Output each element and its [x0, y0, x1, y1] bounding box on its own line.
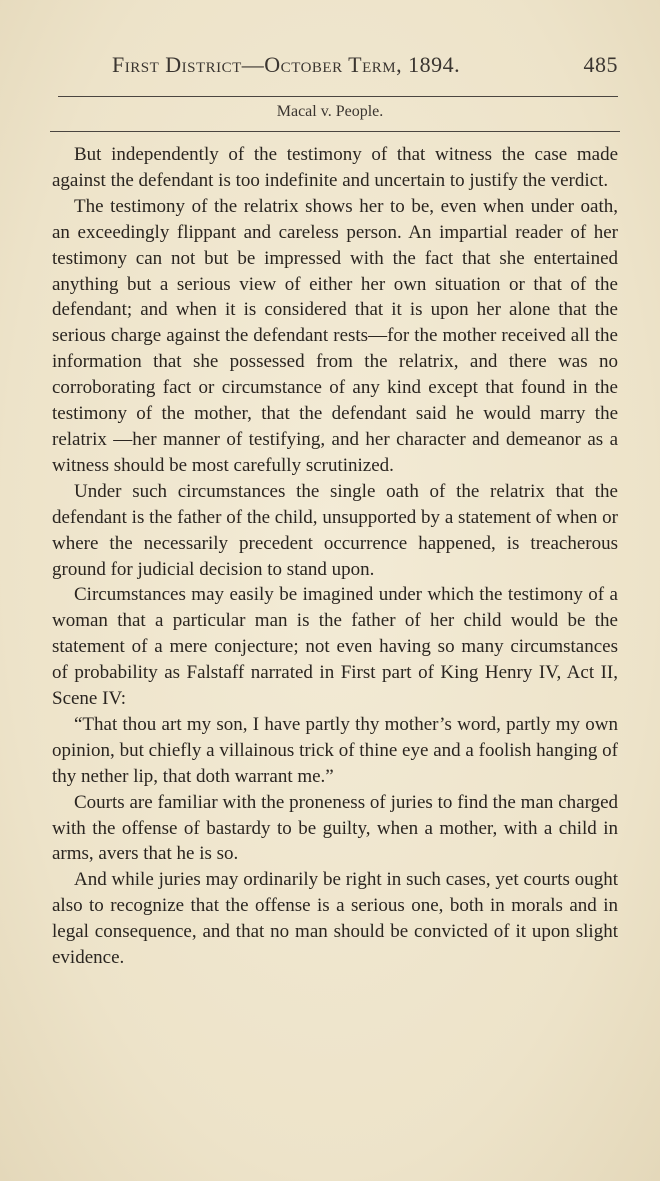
paragraph: Courts are familiar with the proneness of juries to find the man charged with the offense of bastardy to be guilty, when a mother, with a child in arms, avers that he is so.: [52, 791, 618, 865]
running-title: First District—October Term, 1894.: [112, 52, 461, 77]
quotation: “That thou art my son, I have partly thy mother’s word, partly my own opinion, but chiefly a villainous trick of thine eye and a foolish hanging of thy nether lip, that doth warrant me.”: [52, 713, 618, 787]
header-rule-top: [58, 96, 618, 97]
case-title: Macal v. People.: [276, 103, 384, 120]
paragraph: And while juries may ordinarily be right in such cases, yet courts ought also to recognize that the offense is a serious one, both in morals and in legal consequence, and that no man should be convicted of it upon slight evidence.: [52, 869, 618, 969]
page-number: 485: [583, 52, 618, 77]
body-text: [52, 142, 618, 971]
paragraph: Circumstances may easily be imagined under which the testimony of a woman that a particular man is the father of her child would be the statement of a mere conjecture; not even having so many circumstances of probability as Falstaff narrated in First part of King Henry IV, Act II, Scene IV:: [52, 584, 618, 710]
paragraph: The testimony of the relatrix shows her to be, even when under oath, an exceedingly flippant and careless person. An impartial reader of her testimony can not but be impressed with the fact that she entertained anything but a serious view of either her own situation or that of the defendant; and when it is considered that it is upon her alone that the serious charge against the defendant rests—for the mother received all the information that she possessed from the relatrix, and there was no corroborating fact or circumstance of any kind except that found in the testimony of the mother, that the defendant said he would marry the relatrix —her manner of testifying, and her character and demeanor as a witness should be most carefully scrutinized.: [52, 195, 618, 476]
paragraph: Under such circumstances the single oath of the relatrix that the defendant is the father of the child, unsupported by a statement of when or where the necessarily precedent occurrence happened, is treacherous ground for judicial decision to stand upon.: [52, 480, 618, 580]
running-head: [112, 52, 618, 86]
paragraph: But independently of the testimony of that witness the case made against the defendant is too indefinite and uncertain to justify the verdict.: [52, 144, 618, 191]
header-rule-bottom: [50, 131, 620, 132]
